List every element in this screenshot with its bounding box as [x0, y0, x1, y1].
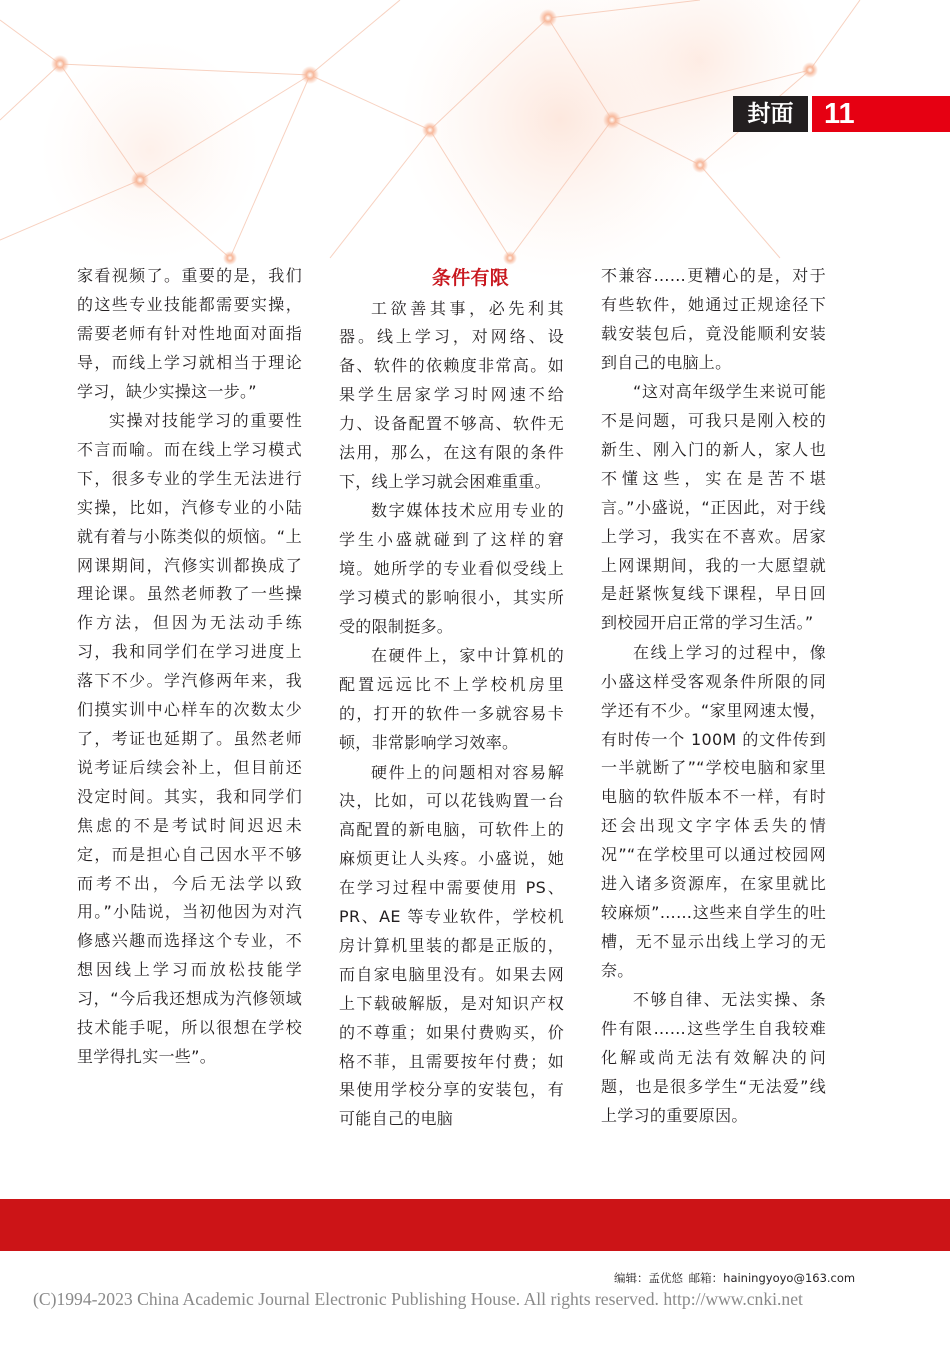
paragraph: “这对高年级学生来说可能不是问题，可我只是刚入校的新生、刚入门的新人，家人也不懂这些，实在是苦不堪言。”小盛说，“正因此，对于线上学习，我实在不喜欢。居家上网课期间，我的一大愿望就是赶紧恢复线下课程，早日回到校园开启正常的学习生活。” [601, 382, 826, 633]
editor-email: 邮箱：hainingyoyo@163.com [688, 1271, 856, 1285]
footer-red-band [0, 1199, 950, 1251]
paragraph: 硬件上的问题相对容易解决，比如，可以花钱购置一台高配置的新电脑，可软件上的麻烦更让人头疼。小盛说，她在学习过程中需要使用 PS、PR、AE 等专业软件，学校机房计算机里装的都是正版的，而自家电脑里没有。如果去网上下载破解版，是对知识产权的不尊重；如果付费购买，价格不菲，且需要按年付费；如果使用学校分享的安装包，有可能自己的电脑 [339, 762, 564, 1129]
editor-name: 编辑：孟优悠 [614, 1271, 683, 1285]
article-column-1 [77, 262, 302, 1072]
network-decoration [0, 0, 950, 280]
editor-info [614, 1270, 857, 1286]
copyright-notice: (C)1994-2023 China Academic Journal Electronic Publishing House. All rights reserved. http://www.cnki.net [33, 1289, 803, 1309]
paragraph: 实操对技能学习的重要性不言而喻。而在线上学习模式下，很多专业的学生无法进行实操，比如，汽修专业的小陆就有着与小陈类似的烦恼。“上网课期间，汽修实训都换成了理论课。虽然老师教了一些操作方法，但因为无法动手练习，我和同学们在学习进度上落下不少。学汽修两年来，我们摸实训中心样车的次数太少了，考证也延期了。虽然老师说考证后续会补上，但目前还没定时间。其实，我和同学们焦虑的不是考试时间迟迟未定，而是担心自己因水平不够而考不出，今后无法学以致用。”小陆说，当初他因为对汽修感兴趣而选择这个专业，不想因线上学习而放松技能学习，“今后我还想成为汽修领域技术能手呢，所以很想在学校里学得扎实一些”。 [77, 411, 302, 1066]
paragraph: 在硬件上，家中计算机的配置远远比不上学校机房里的，打开的软件一多就容易卡顿，非常影响学习效率。 [339, 646, 564, 753]
article-column-2 [339, 262, 564, 1135]
page-number: 11 [812, 96, 950, 132]
paragraph: 数字媒体技术应用专业的学生小盛就碰到了这样的窘境。她所学的专业看似受线上学习模式的影响很小，其实所受的限制挺多。 [339, 501, 564, 636]
paragraph: 家看视频了。重要的是，我们的这些专业技能都需要实操，需要老师有针对性地面对面指导，而线上学习就相当于理论学习，缺少实操这一步。” [77, 266, 302, 401]
paragraph: 在线上学习的过程中，像小盛这样受客观条件所限的同学还有不少。“家里网速太慢，有时传一个 100M 的文件传到一半就断了”“学校电脑和家里电脑的软件版本不一样，有时还会出现文字字体丢失的情况”“在学校里可以通过校园网进入诸多资源库，在家里就比较麻烦”……这些来自学生的吐槽，无不显示出线上学习的无奈。 [601, 642, 826, 980]
paragraph: 不够自律、无法实操、条件有限……这些学生自我较难化解或尚无法有效解决的问题，也是很多学生“无法爱”线上学习的重要原因。 [601, 990, 826, 1125]
section-tag [733, 96, 950, 132]
section-label: 封面 [733, 96, 808, 132]
right-margin-strip [876, 0, 950, 1200]
paragraph: 工欲善其事，必先利其器。线上学习，对网络、设备、软件的依赖度非常高。如果学生居家学习时网速不给力、设备配置不够高、软件无法用，那么，在这有限的条件下，线上学习就会困难重重。 [339, 298, 564, 491]
paragraph: 不兼容……更糟心的是，对于有些软件，她通过正规途径下载安装包后，竟没能顺利安装到自己的电脑上。 [601, 266, 826, 372]
section-heading: 条件有限 [431, 267, 510, 289]
article-column-3 [601, 262, 826, 1131]
